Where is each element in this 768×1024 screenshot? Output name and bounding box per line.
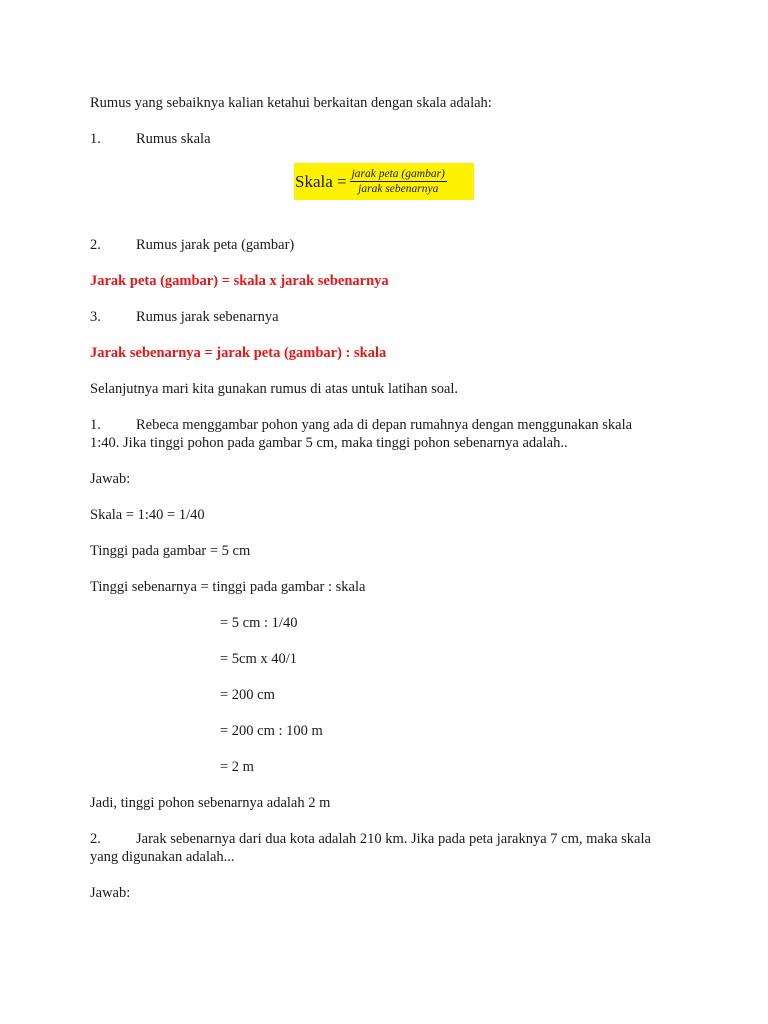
problem-2-line-1: Jarak sebenarnya dari dua kota adalah 210 km. Jika pada peta jaraknya 7 cm, maka skala [136,831,651,847]
solution-step: = 5cm x 40/1 [220,651,298,667]
problem-1-line-1: Rebeca menggambar pohon yang ada di depan rumahnya dengan menggunakan skala [136,417,633,433]
problem-1-answer-label: Jawab: [90,471,131,487]
transition-text: Selanjutnya mari kita gunakan rumus di atas untuk latihan soal. [90,381,459,397]
formula-lhs: Skala = [295,171,347,191]
item-3-text: Rumus jarak sebenarnya [136,309,279,325]
problem-1-line-2: 1:40. Jika tinggi pohon pada gambar 5 cm, maka tinggi pohon sebenarnya adalah.. [90,435,568,451]
red-formula-jarak-sebenarnya: Jarak sebenarnya = jarak peta (gambar) : skala [90,345,387,361]
intro-text: Rumus yang sebaiknya kalian ketahui berkaitan dengan skala adalah: [90,95,492,111]
solution-step: = 5 cm : 1/40 [220,615,298,631]
item-3-number: 3. [90,309,101,325]
solution-step: = 200 cm : 100 m [220,723,323,739]
formula-denominator: jarak sebenarnya [358,183,439,195]
problem-1-conclusion: Jadi, tinggi pohon sebenarnya adalah 2 m [90,795,331,811]
problem-1-number: 1. [90,417,101,433]
item-2-text: Rumus jarak peta (gambar) [136,237,295,253]
problem-2-number: 2. [90,831,101,847]
problem-2-line-2: yang digunakan adalah... [90,849,235,865]
red-formula-jarak-peta: Jarak peta (gambar) = skala x jarak sebenarnya [90,273,389,289]
formula-numerator: jarak peta (gambar) [351,168,445,180]
problem-2-answer-label: Jawab: [90,885,131,901]
scale-formula [294,163,474,200]
solution-step: = 200 cm [220,687,275,703]
problem-1-skala: Skala = 1:40 = 1/40 [90,507,205,523]
item-1-number: 1. [90,131,101,147]
item-1-text: Rumus skala [136,131,211,147]
item-2-number: 2. [90,237,101,253]
formula-fraction [350,168,447,195]
problem-1-tinggi-gambar: Tinggi pada gambar = 5 cm [90,543,251,559]
problem-1-tinggi-sebenarnya: Tinggi sebenarnya = tinggi pada gambar : skala [90,579,366,595]
solution-step: = 2 m [220,759,254,775]
